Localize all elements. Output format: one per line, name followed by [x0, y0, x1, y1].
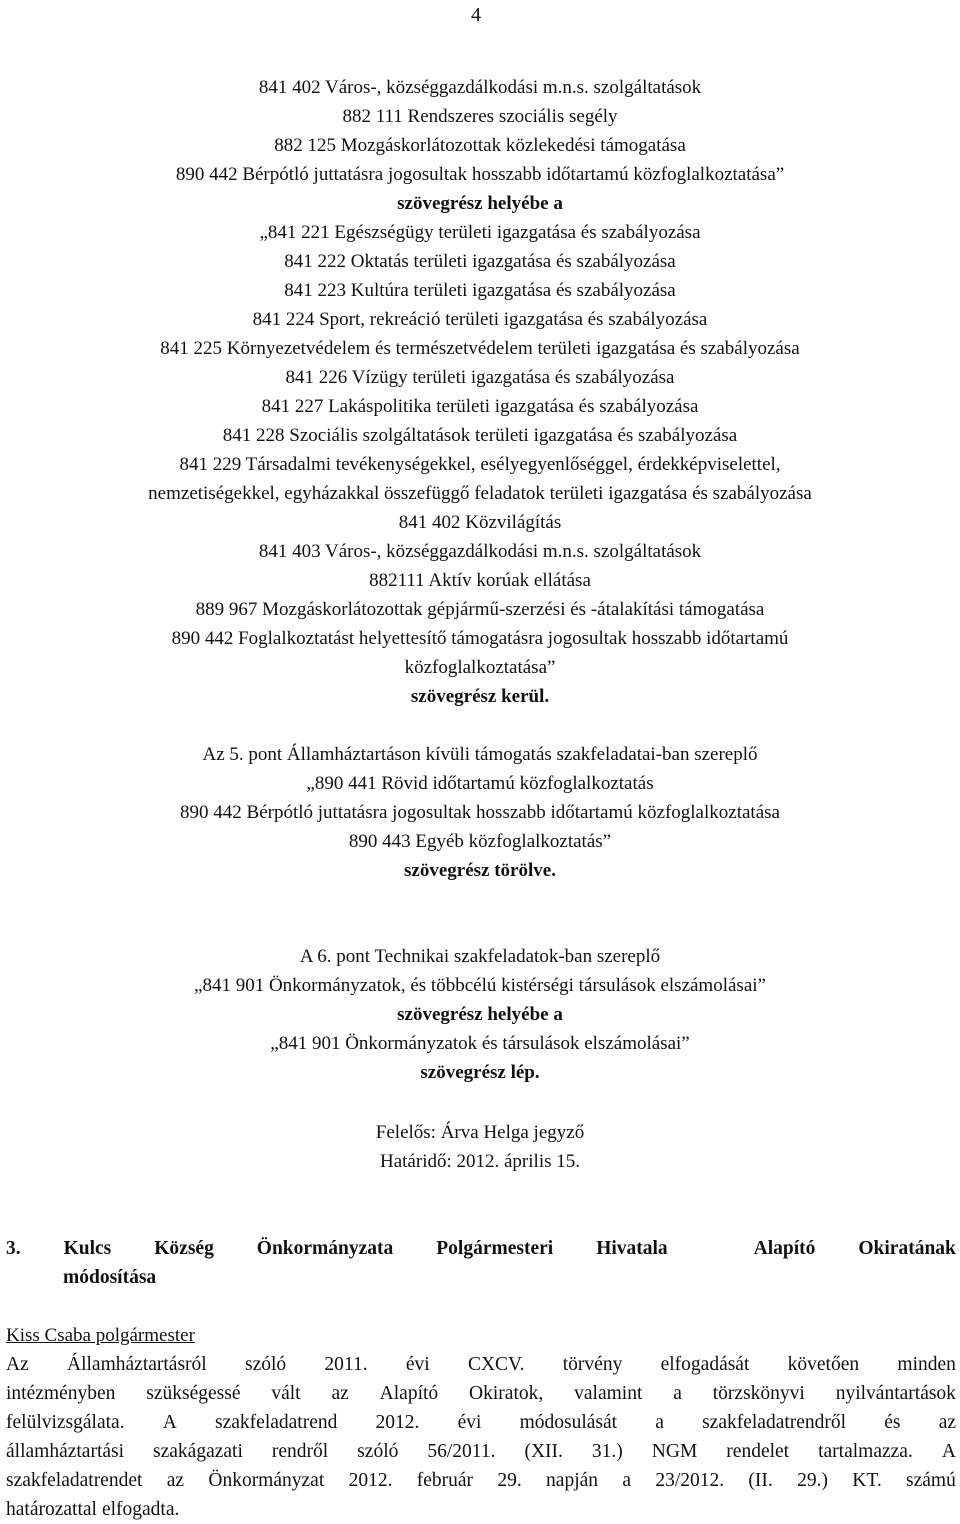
text-line: „841 221 Egészségügy területi igazgatása és szabályozása — [259, 222, 701, 243]
section-heading-line-1 — [6, 1234, 956, 1263]
amendment-block-section-6 — [0, 942, 960, 1087]
amendment-instruction: szövegrész helyébe a — [397, 193, 563, 214]
text-line: 841 225 Környezetvédelem és természetvédelem területi igazgatása és szabályozása — [160, 338, 800, 359]
text-line: „841 901 Önkormányzatok és társulások elszámolásai” — [270, 1033, 690, 1054]
text-line: 882 111 Rendszeres szociális segély — [342, 106, 618, 127]
heading-word: Okiratának — [858, 1238, 956, 1259]
amendment-block-section-4 — [0, 73, 960, 711]
heading-word: Község — [154, 1238, 214, 1259]
amendment-instruction: szövegrész kerül. — [410, 686, 550, 707]
speaker-name: Kiss Csaba polgármester — [6, 1325, 195, 1346]
body-paragraph — [6, 1350, 956, 1524]
text-line: 841 402 Közvilágítás — [398, 512, 562, 533]
paragraph-line: államháztartási szakágazati rendről szóló 56/2011. (XII. 31.) NGM rendelet tartalmazza. A — [6, 1441, 956, 1462]
text-line: Az 5. pont Államháztartáson kívüli támogatás szakfeladatai-ban szereplő — [202, 744, 758, 765]
text-line: 841 223 Kultúra területi igazgatása és szabályozása — [284, 280, 676, 301]
text-line: 890 443 Egyéb közfoglalkoztatás” — [348, 831, 612, 852]
amendment-instruction: szövegrész törölve. — [404, 860, 556, 881]
text-line: Határidő: 2012. április 15. — [380, 1151, 580, 1172]
text-line: 841 227 Lakáspolitika területi igazgatása és szabályozása — [261, 396, 699, 417]
paragraph-line: intézményben szükségessé vált az Alapító Okiratok, valamint a törzskönyvi nyilvántartások — [6, 1383, 956, 1404]
paragraph-line: határozattal elfogadta. — [6, 1499, 180, 1520]
text-line: 841 224 Sport, rekreáció területi igazgatása és szabályozása — [252, 309, 708, 330]
text-line: 841 403 Város-, községgazdálkodási m.n.s. szolgáltatások — [258, 541, 702, 562]
paragraph-line: szakfeladatrendet az Önkormányzat 2012. február 29. napján a 23/2012. (II. 29.) KT. számú — [6, 1470, 956, 1491]
responsibility-deadline-block — [0, 1118, 960, 1176]
heading-word: Alapító — [753, 1238, 816, 1259]
text-line: 841 402 Város-, községgazdálkodási m.n.s. szolgáltatások — [258, 77, 702, 98]
text-line: nemzetiségekkel, egyházakkal összefüggő feladatok területi igazgatása és szabályozása — [148, 483, 812, 504]
text-line: közfoglalkoztatása” — [404, 657, 556, 678]
heading-word: Polgármesteri — [436, 1238, 554, 1259]
paragraph-line: Az Államháztartásról szóló 2011. évi CXCV. törvény elfogadását követően minden — [6, 1354, 956, 1375]
text-line: 890 442 Foglalkoztatást helyettesítő támogatásra jogosultak hosszabb időtartamú — [171, 628, 789, 649]
heading-word: Kulcs — [63, 1238, 112, 1259]
text-line: 841 228 Szociális szolgáltatások területi igazgatása és szabályozása — [222, 425, 738, 446]
amendment-instruction: szövegrész helyébe a — [397, 1004, 563, 1025]
text-line: 890 442 Bérpótló juttatásra jogosultak hosszabb időtartamú közfoglalkoztatása” — [175, 164, 785, 185]
text-line: 841 226 Vízügy területi igazgatása és szabályozása — [285, 367, 675, 388]
amendment-block-section-5 — [0, 740, 960, 885]
text-line: 889 967 Mozgáskorlátozottak gépjármű-szerzési és -átalakítási támogatása — [195, 599, 765, 620]
page-number: 4 — [471, 4, 481, 26]
text-line: A 6. pont Technikai szakfeladatok-ban szereplő — [299, 946, 661, 967]
heading-word: Önkormányzata — [256, 1238, 394, 1259]
text-line: „890 441 Rövid időtartamú közfoglalkoztatás — [306, 773, 654, 794]
text-line: 882 125 Mozgáskorlátozottak közlekedési támogatása — [274, 135, 686, 156]
text-line: Felelős: Árva Helga jegyző — [375, 1122, 585, 1143]
text-line: 841 229 Társadalmi tevékenységekkel, esélyegyenlőséggel, érdekképviselettel, — [179, 454, 781, 475]
text-line: 841 222 Oktatás területi igazgatása és szabályozása — [284, 251, 676, 272]
text-line: 882111 Aktív korúak ellátása — [369, 570, 591, 591]
heading-word: Hivatala — [596, 1238, 668, 1259]
section-heading — [6, 1234, 956, 1292]
text-line: „841 901 Önkormányzatok, és többcélú kistérségi társulások elszámolásai” — [194, 975, 766, 996]
section-heading-line-2: módosítása — [63, 1267, 157, 1288]
section-number: 3. — [6, 1238, 21, 1259]
text-line: 890 442 Bérpótló juttatásra jogosultak hosszabb időtartamú közfoglalkoztatása — [180, 802, 780, 823]
paragraph-line: felülvizsgálata. A szakfeladatrend 2012. évi módosulását a szakfeladatrendről és az — [6, 1412, 956, 1433]
amendment-instruction: szövegrész lép. — [420, 1062, 540, 1083]
